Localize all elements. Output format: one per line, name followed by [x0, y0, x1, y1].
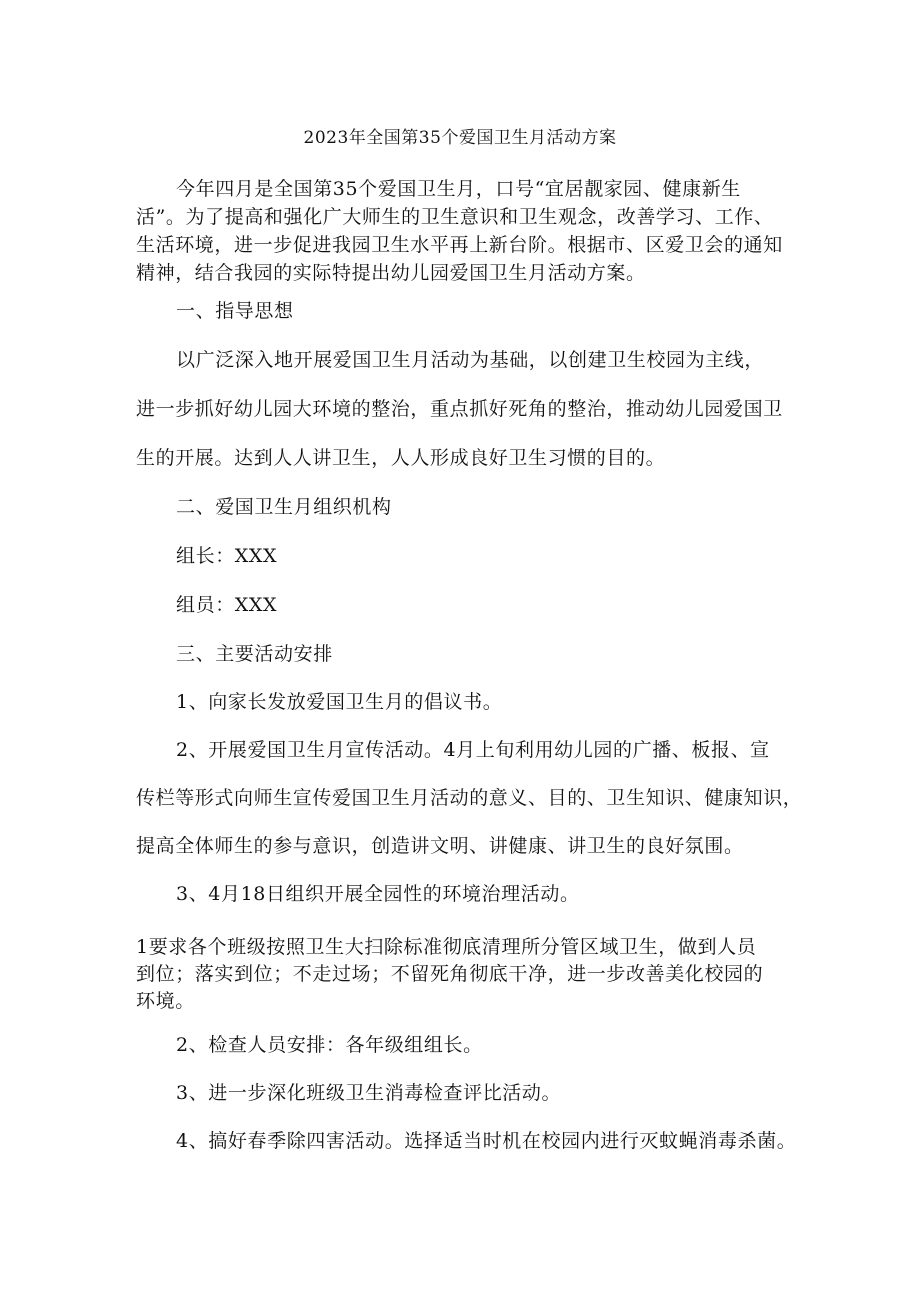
activity-item-1: 1、向家长发放爱国卫生月的倡议书。 [176, 691, 503, 713]
section-2-heading: 二、爱国卫生月组织机构 [176, 496, 392, 518]
document-title: 2023年全国第35个爱国卫生月活动方案 [303, 128, 617, 148]
activity-item-2-line-1: 2、开展爱国卫生月宣传活动。4月上旬利用幼儿园的广播、板报、宣 [176, 739, 770, 761]
sub-item-1-line-1: 1要求各个班级按照卫生大扫除标准彻底清理所分管区域卫生，做到人员 [136, 936, 757, 958]
sub-item-4: 4、搞好春季除四害活动。选择适当时机在校园内进行灭蚊蝇消毒杀菌。 [176, 1130, 797, 1152]
sub-item-2: 2、检查人员安排：各年级组组长。 [176, 1034, 483, 1056]
intro-line-3: 生活环境，进一步促进我园卫生水平再上新台阶。根据市、区爱卫会的通知 [136, 234, 783, 256]
intro-line-2: 活”。为了提高和强化广大师生的卫生意识和卫生观念，改善学习、工作、 [136, 206, 774, 228]
member-line: 组员：XXX [176, 594, 278, 616]
section-3-heading: 三、主要活动安排 [176, 643, 333, 665]
sub-item-3: 3、进一步深化班级卫生消毒检查评比活动。 [176, 1082, 562, 1104]
sub-item-1-line-2: 到位；落实到位；不走过场；不留死角彻底干净，进一步改善美化校园的 [136, 963, 764, 985]
intro-line-1: 今年四月是全国第35个爱国卫生月，口号“宜居靓家园、健康新生 [176, 178, 741, 200]
activity-item-3: 3、4月18日组织开展全园性的环境治理活动。 [176, 883, 580, 905]
activity-item-2-line-2: 传栏等形式向师生宣传爱国卫生月活动的意义、目的、卫生知识、健康知识， [136, 787, 803, 809]
intro-line-4: 精神，结合我园的实际特提出幼儿园爱国卫生月活动方案。 [136, 262, 646, 284]
section-1-line-2: 进一步抓好幼儿园大环境的整治，重点抓好死角的整治，推动幼儿园爱国卫 [136, 398, 783, 420]
section-1-line-1: 以广泛深入地开展爱国卫生月活动为基础，以创建卫生校园为主线， [176, 349, 765, 371]
activity-item-2-line-3: 提高全体师生的参与意识，创造讲文明、讲健康、讲卫生的良好氛围。 [136, 835, 744, 857]
section-1-heading: 一、指导思想 [176, 300, 294, 322]
section-1-line-3: 生的开展。达到人人讲卫生，人人形成良好卫生习惯的目的。 [136, 447, 666, 469]
leader-line: 组长：XXX [176, 545, 278, 567]
sub-item-1-line-3: 环境。 [136, 990, 195, 1012]
